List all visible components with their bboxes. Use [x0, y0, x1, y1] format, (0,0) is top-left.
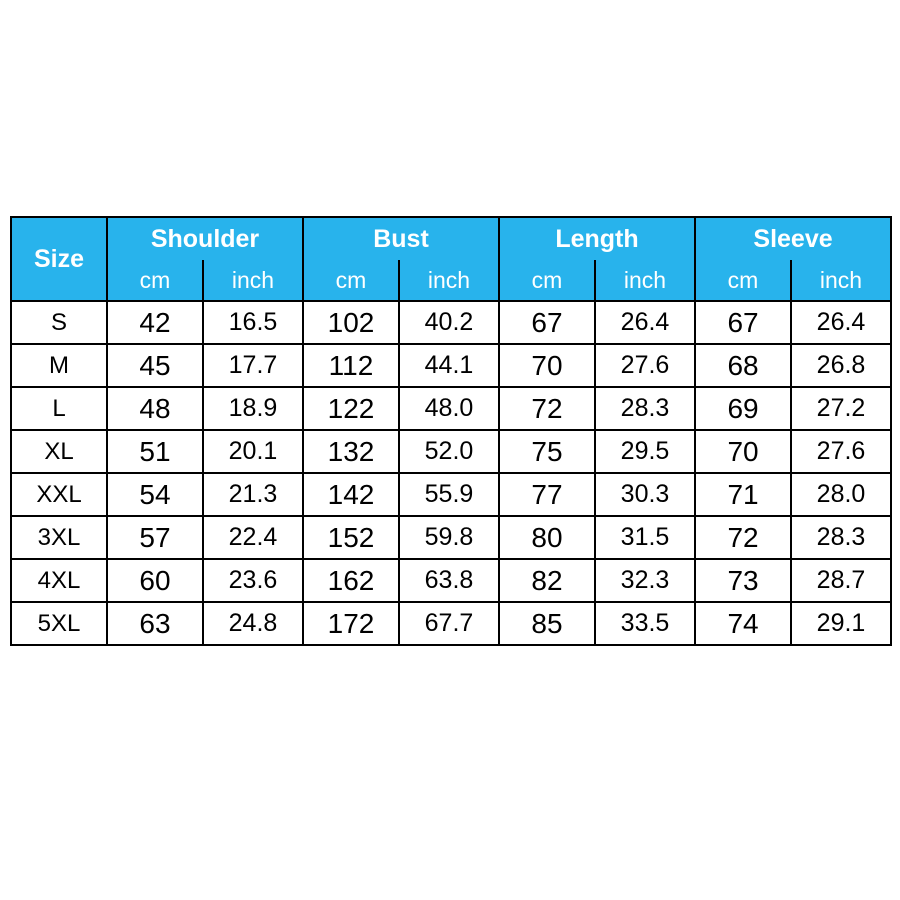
- cell-shoulder-inch: 18.9: [203, 387, 303, 430]
- cell-shoulder-inch: 21.3: [203, 473, 303, 516]
- header-group-length: Length: [499, 217, 695, 260]
- header-unit-shoulder-cm: cm: [107, 260, 203, 301]
- cell-shoulder-inch: 23.6: [203, 559, 303, 602]
- cell-length-inch: 26.4: [595, 301, 695, 344]
- cell-bust-inch: 48.0: [399, 387, 499, 430]
- cell-sleeve-cm: 67: [695, 301, 791, 344]
- cell-sleeve-cm: 71: [695, 473, 791, 516]
- cell-bust-inch: 40.2: [399, 301, 499, 344]
- table-row: [11, 387, 891, 430]
- header-unit-shoulder-inch: inch: [203, 260, 303, 301]
- cell-sleeve-cm: 74: [695, 602, 791, 645]
- header-group-bust: Bust: [303, 217, 499, 260]
- cell-shoulder-cm: 60: [107, 559, 203, 602]
- cell-bust-cm: 172: [303, 602, 399, 645]
- cell-sleeve-inch: 27.6: [791, 430, 891, 473]
- cell-size: S: [11, 301, 107, 344]
- cell-bust-cm: 132: [303, 430, 399, 473]
- cell-bust-cm: 142: [303, 473, 399, 516]
- cell-size: XL: [11, 430, 107, 473]
- cell-shoulder-cm: 45: [107, 344, 203, 387]
- cell-bust-inch: 67.7: [399, 602, 499, 645]
- cell-sleeve-inch: 27.2: [791, 387, 891, 430]
- cell-sleeve-inch: 28.0: [791, 473, 891, 516]
- header-unit-length-cm: cm: [499, 260, 595, 301]
- cell-length-inch: 32.3: [595, 559, 695, 602]
- cell-bust-inch: 55.9: [399, 473, 499, 516]
- cell-bust-cm: 112: [303, 344, 399, 387]
- cell-size: 3XL: [11, 516, 107, 559]
- cell-length-inch: 27.6: [595, 344, 695, 387]
- cell-bust-inch: 63.8: [399, 559, 499, 602]
- cell-bust-cm: 102: [303, 301, 399, 344]
- cell-bust-inch: 59.8: [399, 516, 499, 559]
- cell-sleeve-cm: 70: [695, 430, 791, 473]
- header-group-sleeve: Sleeve: [695, 217, 891, 260]
- cell-shoulder-cm: 54: [107, 473, 203, 516]
- table-header: [11, 217, 891, 301]
- cell-sleeve-inch: 29.1: [791, 602, 891, 645]
- cell-size: M: [11, 344, 107, 387]
- size-chart-table: [10, 216, 892, 646]
- cell-length-cm: 67: [499, 301, 595, 344]
- cell-size: L: [11, 387, 107, 430]
- header-unit-sleeve-inch: inch: [791, 260, 891, 301]
- cell-size: 4XL: [11, 559, 107, 602]
- cell-length-cm: 75: [499, 430, 595, 473]
- table-row: [11, 344, 891, 387]
- cell-shoulder-inch: 16.5: [203, 301, 303, 344]
- cell-bust-cm: 152: [303, 516, 399, 559]
- cell-length-cm: 72: [499, 387, 595, 430]
- table-row: [11, 602, 891, 645]
- cell-sleeve-inch: 28.7: [791, 559, 891, 602]
- table-row: [11, 516, 891, 559]
- cell-length-inch: 29.5: [595, 430, 695, 473]
- header-group-shoulder: Shoulder: [107, 217, 303, 260]
- size-chart-container: [10, 216, 890, 646]
- cell-length-inch: 33.5: [595, 602, 695, 645]
- cell-shoulder-inch: 17.7: [203, 344, 303, 387]
- table-row: [11, 473, 891, 516]
- cell-shoulder-cm: 63: [107, 602, 203, 645]
- header-unit-bust-cm: cm: [303, 260, 399, 301]
- cell-shoulder-inch: 20.1: [203, 430, 303, 473]
- header-unit-bust-inch: inch: [399, 260, 499, 301]
- cell-shoulder-cm: 51: [107, 430, 203, 473]
- cell-length-inch: 30.3: [595, 473, 695, 516]
- cell-length-inch: 31.5: [595, 516, 695, 559]
- table-row: [11, 301, 891, 344]
- cell-sleeve-inch: 26.8: [791, 344, 891, 387]
- cell-bust-inch: 52.0: [399, 430, 499, 473]
- table-body: [11, 301, 891, 645]
- cell-length-inch: 28.3: [595, 387, 695, 430]
- cell-sleeve-inch: 28.3: [791, 516, 891, 559]
- cell-sleeve-cm: 73: [695, 559, 791, 602]
- cell-shoulder-cm: 42: [107, 301, 203, 344]
- cell-sleeve-cm: 69: [695, 387, 791, 430]
- table-row: [11, 559, 891, 602]
- cell-size: 5XL: [11, 602, 107, 645]
- cell-sleeve-cm: 72: [695, 516, 791, 559]
- cell-size: XXL: [11, 473, 107, 516]
- header-row-groups: [11, 217, 891, 260]
- cell-length-cm: 82: [499, 559, 595, 602]
- header-row-units: [11, 260, 891, 301]
- cell-sleeve-inch: 26.4: [791, 301, 891, 344]
- cell-bust-inch: 44.1: [399, 344, 499, 387]
- cell-length-cm: 70: [499, 344, 595, 387]
- header-unit-length-inch: inch: [595, 260, 695, 301]
- table-row: [11, 430, 891, 473]
- cell-shoulder-cm: 57: [107, 516, 203, 559]
- cell-length-cm: 85: [499, 602, 595, 645]
- header-size: Size: [11, 217, 107, 301]
- cell-sleeve-cm: 68: [695, 344, 791, 387]
- cell-bust-cm: 162: [303, 559, 399, 602]
- cell-bust-cm: 122: [303, 387, 399, 430]
- cell-shoulder-inch: 22.4: [203, 516, 303, 559]
- header-unit-sleeve-cm: cm: [695, 260, 791, 301]
- cell-length-cm: 77: [499, 473, 595, 516]
- cell-length-cm: 80: [499, 516, 595, 559]
- cell-shoulder-inch: 24.8: [203, 602, 303, 645]
- cell-shoulder-cm: 48: [107, 387, 203, 430]
